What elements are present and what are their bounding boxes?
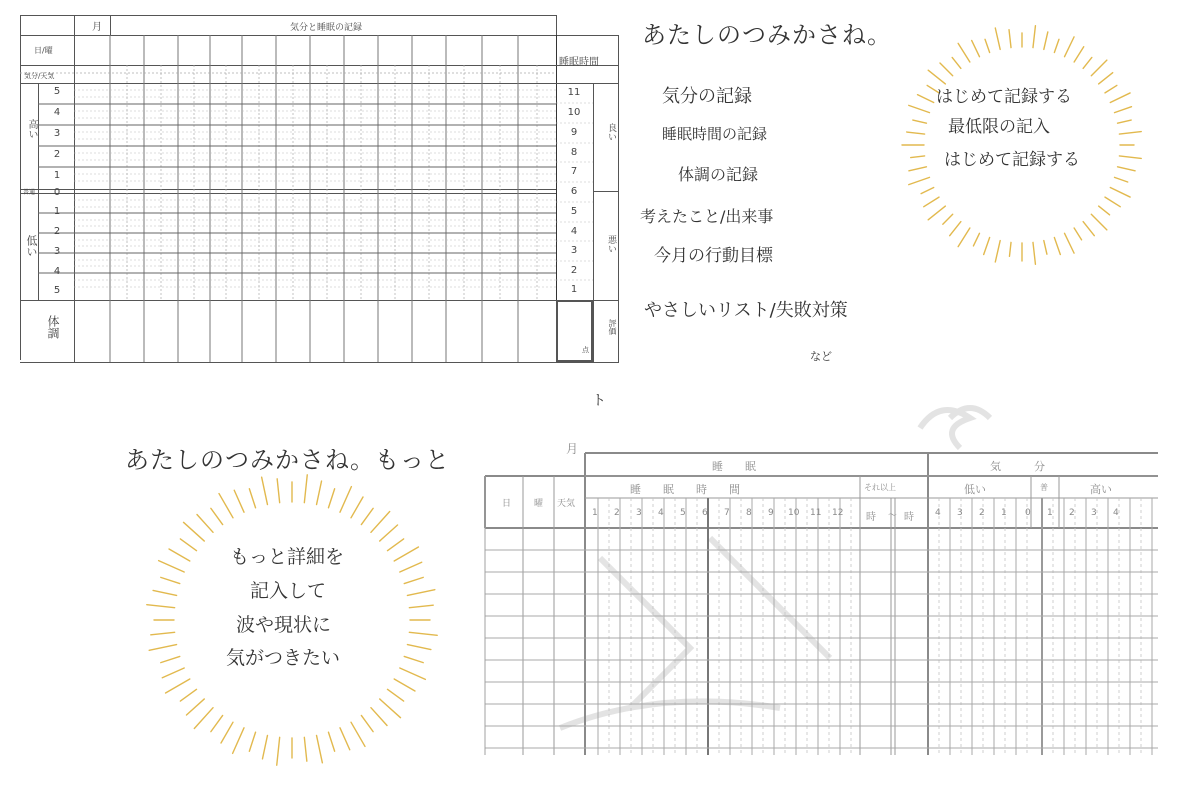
sunburst-ray [387, 689, 403, 701]
sunburst-ray [184, 522, 205, 541]
sunburst-ray [180, 539, 196, 551]
sheet1-grid-lines [20, 15, 620, 365]
sunburst-ray [1065, 233, 1075, 253]
sunburst-ray [394, 679, 415, 691]
sleep-hours-header: 睡眠時間 [559, 57, 599, 68]
hour-tick: 6 [702, 508, 708, 518]
sunburst-ray [211, 715, 223, 731]
sunburst-ray [262, 735, 267, 758]
sunburst-ray [194, 708, 213, 729]
mood-tick: 3 [1091, 508, 1097, 518]
hour-tick: 5 [680, 508, 686, 518]
sunburst-ray [995, 28, 1000, 49]
sunburst-ray [304, 475, 307, 503]
sunburst-ray [151, 632, 175, 635]
sunburst-ray [186, 699, 204, 715]
day-label: 日 [502, 499, 512, 509]
weather-label: 天気 [557, 499, 576, 509]
sunburst-ray [1044, 241, 1047, 255]
sleep-hour: 6 [570, 186, 578, 197]
sunburst-ray [1009, 242, 1011, 256]
sunburst-ray [262, 477, 268, 504]
sunburst-ray [249, 732, 255, 751]
low-label: 低い [25, 235, 38, 257]
sunburst-ray [211, 508, 223, 524]
neutral-label: 普 [1040, 483, 1048, 492]
sunburst-ray [1044, 32, 1048, 50]
time-separator: 〜 [888, 511, 898, 521]
hour-tick: 1 [592, 508, 598, 518]
hour-tick: 7 [724, 508, 730, 518]
sunburst-ray [1091, 214, 1107, 230]
sunburst-ray [1110, 93, 1130, 103]
scale-value: 3 [53, 128, 61, 139]
mood-tick: 4 [1113, 508, 1119, 518]
scale-zero: 0 [53, 187, 61, 198]
sheet2-grid-lines [480, 398, 1158, 755]
sunburst-ray [361, 508, 373, 524]
sunburst-ray [1074, 228, 1081, 240]
neutral-label: 普通 [22, 189, 35, 196]
burst-line: 最低限の記入 [948, 117, 1050, 137]
burst-line: 波や現状に [236, 614, 332, 636]
sunburst-ray [943, 214, 953, 224]
hour-tick: 2 [614, 508, 620, 518]
sunburst-ray [958, 43, 970, 62]
mood-tick: 1 [1001, 508, 1007, 518]
sunburst-ray [911, 156, 925, 158]
sunburst-ray [161, 656, 180, 662]
mood-tick: 0 [1025, 508, 1031, 518]
sunburst-ray [328, 489, 334, 508]
mood-tick: 3 [957, 508, 963, 518]
sunburst-ray [371, 512, 390, 533]
sunburst-ray [304, 737, 307, 761]
sunburst-ray [277, 737, 280, 765]
hour-tick: 11 [810, 508, 822, 518]
time-from-label: 時 [866, 512, 876, 523]
feature-item: 考えたこと/出来事 [640, 207, 774, 226]
weekday-label: 曜 [534, 499, 544, 509]
sleep-hours-label: 睡 眠 時 間 [630, 483, 740, 496]
sunburst-ray [317, 481, 322, 504]
high-label: 高い [1090, 483, 1112, 496]
sunburst-ray [340, 728, 350, 750]
sunburst-ray [940, 63, 953, 76]
sunburst-ray [404, 656, 423, 662]
sunburst-ray [394, 547, 418, 561]
sunburst-ray [162, 668, 184, 678]
feature-item: 体調の記録 [678, 165, 759, 184]
sunburst-ray [917, 95, 933, 103]
sunburst-ray [387, 539, 403, 551]
mood-tick: 2 [979, 508, 985, 518]
sheet2-month-label: 月 [566, 442, 579, 456]
scale-value: 2 [53, 149, 61, 160]
hour-tick: 10 [788, 508, 800, 518]
sleep-hour: 3 [570, 245, 578, 256]
sunburst-ray [952, 57, 961, 68]
sunburst-ray [1054, 39, 1059, 52]
sunburst-ray [1009, 30, 1011, 48]
hour-tick: 3 [636, 508, 642, 518]
sleep-hour: 10 [567, 107, 581, 118]
sleep-hour: 9 [570, 127, 578, 138]
sunburst-ray [340, 487, 351, 513]
sunburst-ray [1033, 26, 1035, 48]
rating-label: 評価 [608, 319, 617, 335]
sleep-group-label: 睡 眠 [712, 460, 756, 473]
sunburst-ray [1083, 57, 1092, 68]
sunburst-ray [924, 197, 939, 207]
high-label: 高い [26, 119, 37, 139]
sunburst-ray [1110, 188, 1130, 198]
sunburst-ray [233, 728, 244, 754]
sunburst-ray [328, 732, 334, 751]
scale-value: 3 [53, 246, 61, 257]
sunburst-ray [400, 562, 422, 572]
scale-value: 4 [53, 266, 61, 277]
burst-line: はじめて記録する [936, 87, 1072, 107]
mood-tick: 2 [1069, 508, 1075, 518]
sleep-hour: 7 [570, 166, 578, 177]
sunburst-ray [249, 489, 255, 508]
sunburst-ray [909, 105, 930, 112]
sunburst-ray [317, 735, 323, 762]
sunburst-ray [928, 206, 945, 220]
mood-tick: 1 [1047, 508, 1053, 518]
sunburst-ray [1091, 60, 1107, 76]
features-title: あたしのつみかさね。 [642, 21, 892, 49]
scale-value: 4 [53, 107, 61, 118]
burst-line: もっと詳細を [230, 546, 345, 568]
sunburst-ray [380, 525, 398, 541]
sleep-hour: 5 [570, 206, 578, 217]
hour-tick: 9 [768, 508, 774, 518]
date-weekday-label: 日/曜 [34, 46, 53, 55]
sunburst-ray [169, 549, 190, 561]
sunburst-ray [1099, 73, 1113, 84]
more-title: あたしのつみかさね。もっと [125, 446, 450, 474]
mood-group-label: 気 分 [990, 460, 1045, 473]
burst-line: 気がつきたい [226, 647, 341, 669]
sunburst-ray [972, 40, 980, 56]
sunburst-ray [1065, 37, 1075, 57]
mood-weather-label: 気分/天気 [24, 72, 55, 80]
sunburst-ray [400, 668, 426, 679]
feature-item: 睡眠時間の記録 [662, 125, 768, 143]
sunburst-ray [404, 577, 423, 583]
scale-value: 2 [53, 226, 61, 237]
sunburst-ray [153, 590, 176, 595]
sunburst-ray [371, 708, 387, 726]
sleep-hour: 2 [570, 265, 578, 276]
sunburst-ray [907, 132, 925, 134]
feature-item: 気分の記録 [662, 86, 752, 107]
burst-line: はじめて記録する [944, 150, 1080, 170]
sunburst-ray [1119, 132, 1141, 134]
low-label: 低い [964, 483, 986, 496]
sunburst-ray [1074, 47, 1084, 62]
sunburst-ray [351, 722, 365, 746]
etc-label: など [810, 350, 832, 363]
scale-value: 1 [53, 170, 61, 181]
hour-tick: 8 [746, 508, 752, 518]
body-condition-label: 体調 [46, 315, 60, 339]
sunburst-ray [984, 238, 990, 255]
detailed-record-sheet [480, 398, 1158, 755]
sleep-hour: 4 [570, 226, 578, 237]
burst-line: 記入して [250, 580, 327, 602]
scale-value: 5 [53, 285, 61, 296]
sunburst-ray [159, 561, 185, 572]
sunburst-ray [1119, 156, 1141, 158]
sunburst-ray [1115, 177, 1128, 182]
sunburst-ray [995, 241, 1000, 262]
feature-item: 今月の行動目標 [654, 246, 773, 266]
sunburst-ray [909, 177, 930, 184]
scale-value: 1 [53, 206, 61, 217]
sunburst-ray [409, 632, 437, 635]
sunburst-ray [1118, 167, 1136, 171]
sunburst-ray [973, 233, 979, 246]
sunburst-ray [380, 699, 401, 718]
sunburst-ray [161, 577, 180, 583]
sunburst-ray [1099, 206, 1110, 215]
sunburst-ray [407, 590, 434, 596]
hour-tick: 4 [658, 508, 664, 518]
sunburst-ray [1105, 197, 1120, 207]
sunburst-ray [921, 188, 934, 194]
feature-item: やさしいリスト/失敗対策 [644, 300, 848, 321]
sunburst-ray [1105, 85, 1117, 92]
sunburst-ray [958, 228, 970, 247]
sunburst-ray [409, 605, 433, 608]
sunburst-ray [234, 490, 244, 512]
sunburst-ray [1054, 238, 1060, 255]
other-label: それ以上 [864, 483, 896, 492]
bad-label: 悪い [606, 235, 616, 253]
sunburst-ray [913, 120, 927, 123]
sunburst-ray [1115, 107, 1132, 113]
sunburst-ray [985, 39, 990, 52]
sunburst-ray [166, 679, 190, 693]
stray-mark: ト [592, 393, 606, 409]
hour-tick: 12 [832, 508, 844, 518]
sunburst-ray [351, 497, 363, 518]
scale-value: 5 [53, 86, 61, 97]
time-to-label: 時 [904, 512, 914, 523]
sleep-hour: 11 [567, 87, 581, 98]
sunburst-ray [1083, 222, 1094, 236]
sunburst-ray [1033, 242, 1035, 264]
sheet-title: 気分と睡眠の記録 [290, 23, 363, 33]
sleep-hour: 1 [570, 284, 578, 295]
sunburst-ray [950, 222, 961, 236]
points-mark: 点 [582, 346, 589, 354]
sunburst-ray [147, 605, 175, 608]
sunburst-ray [221, 722, 233, 743]
sunburst-ray [180, 689, 196, 701]
sunburst-ray [361, 715, 373, 731]
month-label: 月 [92, 22, 102, 33]
sunburst-ray [219, 494, 233, 518]
sunburst-ray [1118, 120, 1132, 123]
mood-tick: 4 [935, 508, 941, 518]
sunburst-ray [909, 167, 927, 171]
sunburst-ray [197, 514, 213, 532]
sleep-hour: 8 [570, 147, 578, 158]
sunburst-ray [149, 645, 176, 651]
mood-sleep-record-sheet [20, 15, 620, 365]
sunburst-ray [407, 645, 430, 650]
sunburst-ray [277, 479, 280, 503]
good-label: 良い [606, 123, 616, 141]
